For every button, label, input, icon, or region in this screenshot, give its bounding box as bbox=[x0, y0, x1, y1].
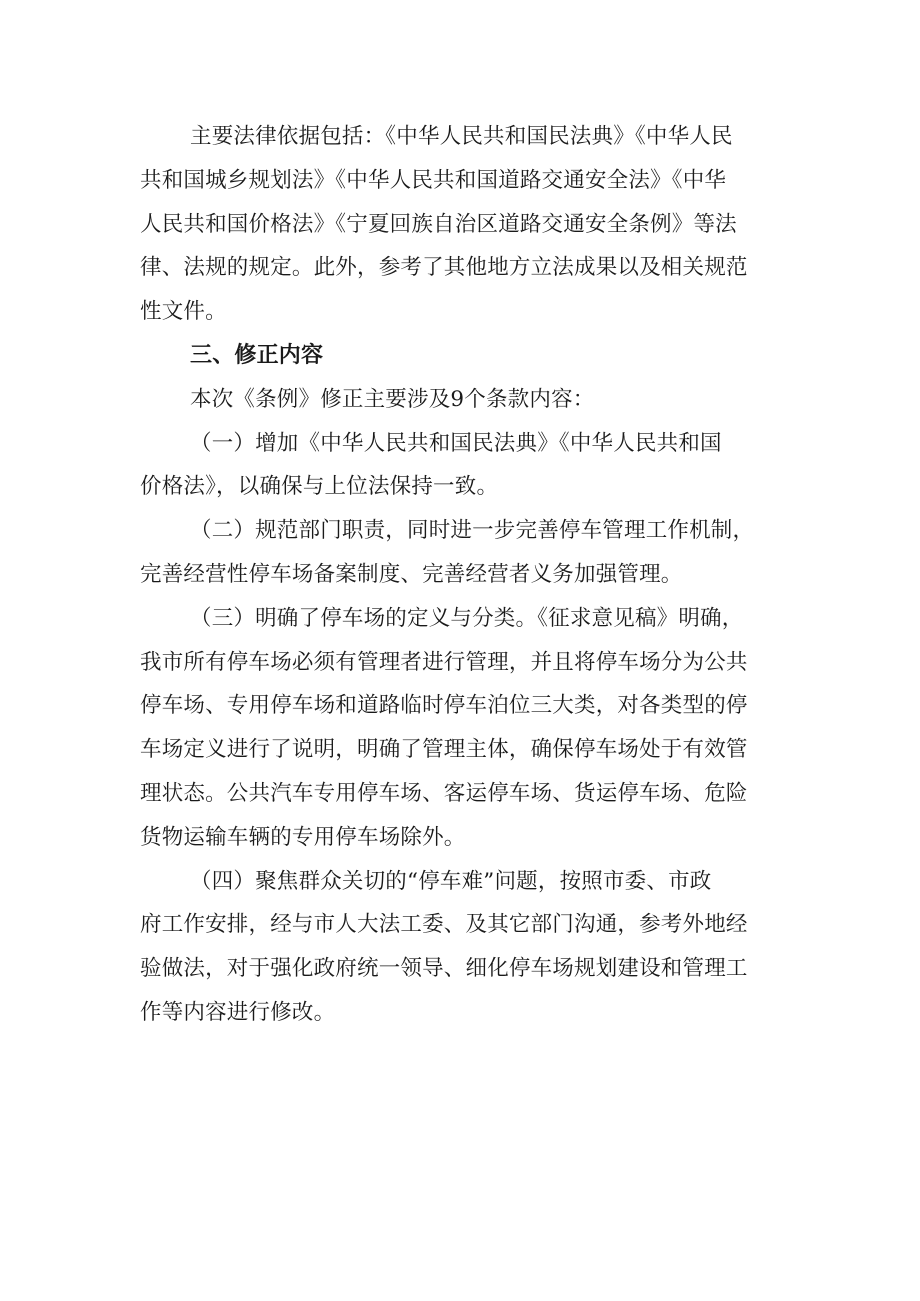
item-4-line-2: 府工作安排，经与市人大法工委、及其它部门沟通，参考外地经 bbox=[140, 912, 748, 938]
paragraph-legal-basis-line-4: 律、法规的规定。此外，参考了其他地方立法成果以及相关规范 bbox=[140, 255, 748, 281]
item-4-line-1: （四）聚焦群众关切的“停车难”问题，按照市委、市政 bbox=[190, 868, 712, 894]
item-4-line-3: 验做法，对于强化政府统一领导、细化停车场规划建设和管理工 bbox=[140, 956, 748, 982]
paragraph-legal-basis-line-3: 人民共和国价格法》《宁夏回族自治区道路交通安全条例》等法 bbox=[140, 211, 737, 237]
item-3-line-2: 我市所有停车场必须有管理者进行管理，并且将停车场分为公共 bbox=[140, 649, 748, 675]
item-4-line-4: 作等内容进行修改。 bbox=[140, 999, 336, 1025]
paragraph-summary-line-1: 本次《条例》修正主要涉及9个条款内容： bbox=[190, 386, 595, 412]
item-1-line-2: 价格法》，以确保与上位法保持一致。 bbox=[140, 474, 499, 500]
item-3-line-5: 理状态。公共汽车专用停车场、客运停车场、货运停车场、危险 bbox=[140, 780, 748, 806]
item-2-line-2: 完善经营性停车场备案制度、完善经营者义务加强管理。 bbox=[140, 561, 683, 587]
item-1-line-1: （一）增加《中华人民共和国民法典》《中华人民共和国 bbox=[190, 430, 722, 456]
paragraph-legal-basis-line-1: 主要法律依据包括：《中华人民共和国民法典》《中华人民 bbox=[190, 124, 733, 149]
item-3-line-4: 车场定义进行了说明，明确了管理主体，确保停车场处于有效管 bbox=[140, 737, 748, 763]
item-3-line-3: 停车场、专用停车场和道路临时停车泊位三大类，对各类型的停 bbox=[140, 693, 748, 719]
item-3-line-6: 货物运输车辆的专用停车场除外。 bbox=[140, 824, 466, 850]
item-2-line-1: （二）规范部门职责，同时进一步完善停车管理工作机制， bbox=[190, 518, 755, 544]
paragraph-legal-basis-line-5: 性文件。 bbox=[140, 299, 227, 325]
item-3-line-1: （三）明确了停车场的定义与分类。《征求意见稿》明确， bbox=[190, 605, 744, 631]
section-heading: 三、修正内容 bbox=[190, 342, 324, 368]
paragraph-legal-basis-line-2: 共和国城乡规划法》《中华人民共和国道路交通安全法》《中华 bbox=[140, 167, 727, 193]
document-body bbox=[140, 115, 780, 1035]
